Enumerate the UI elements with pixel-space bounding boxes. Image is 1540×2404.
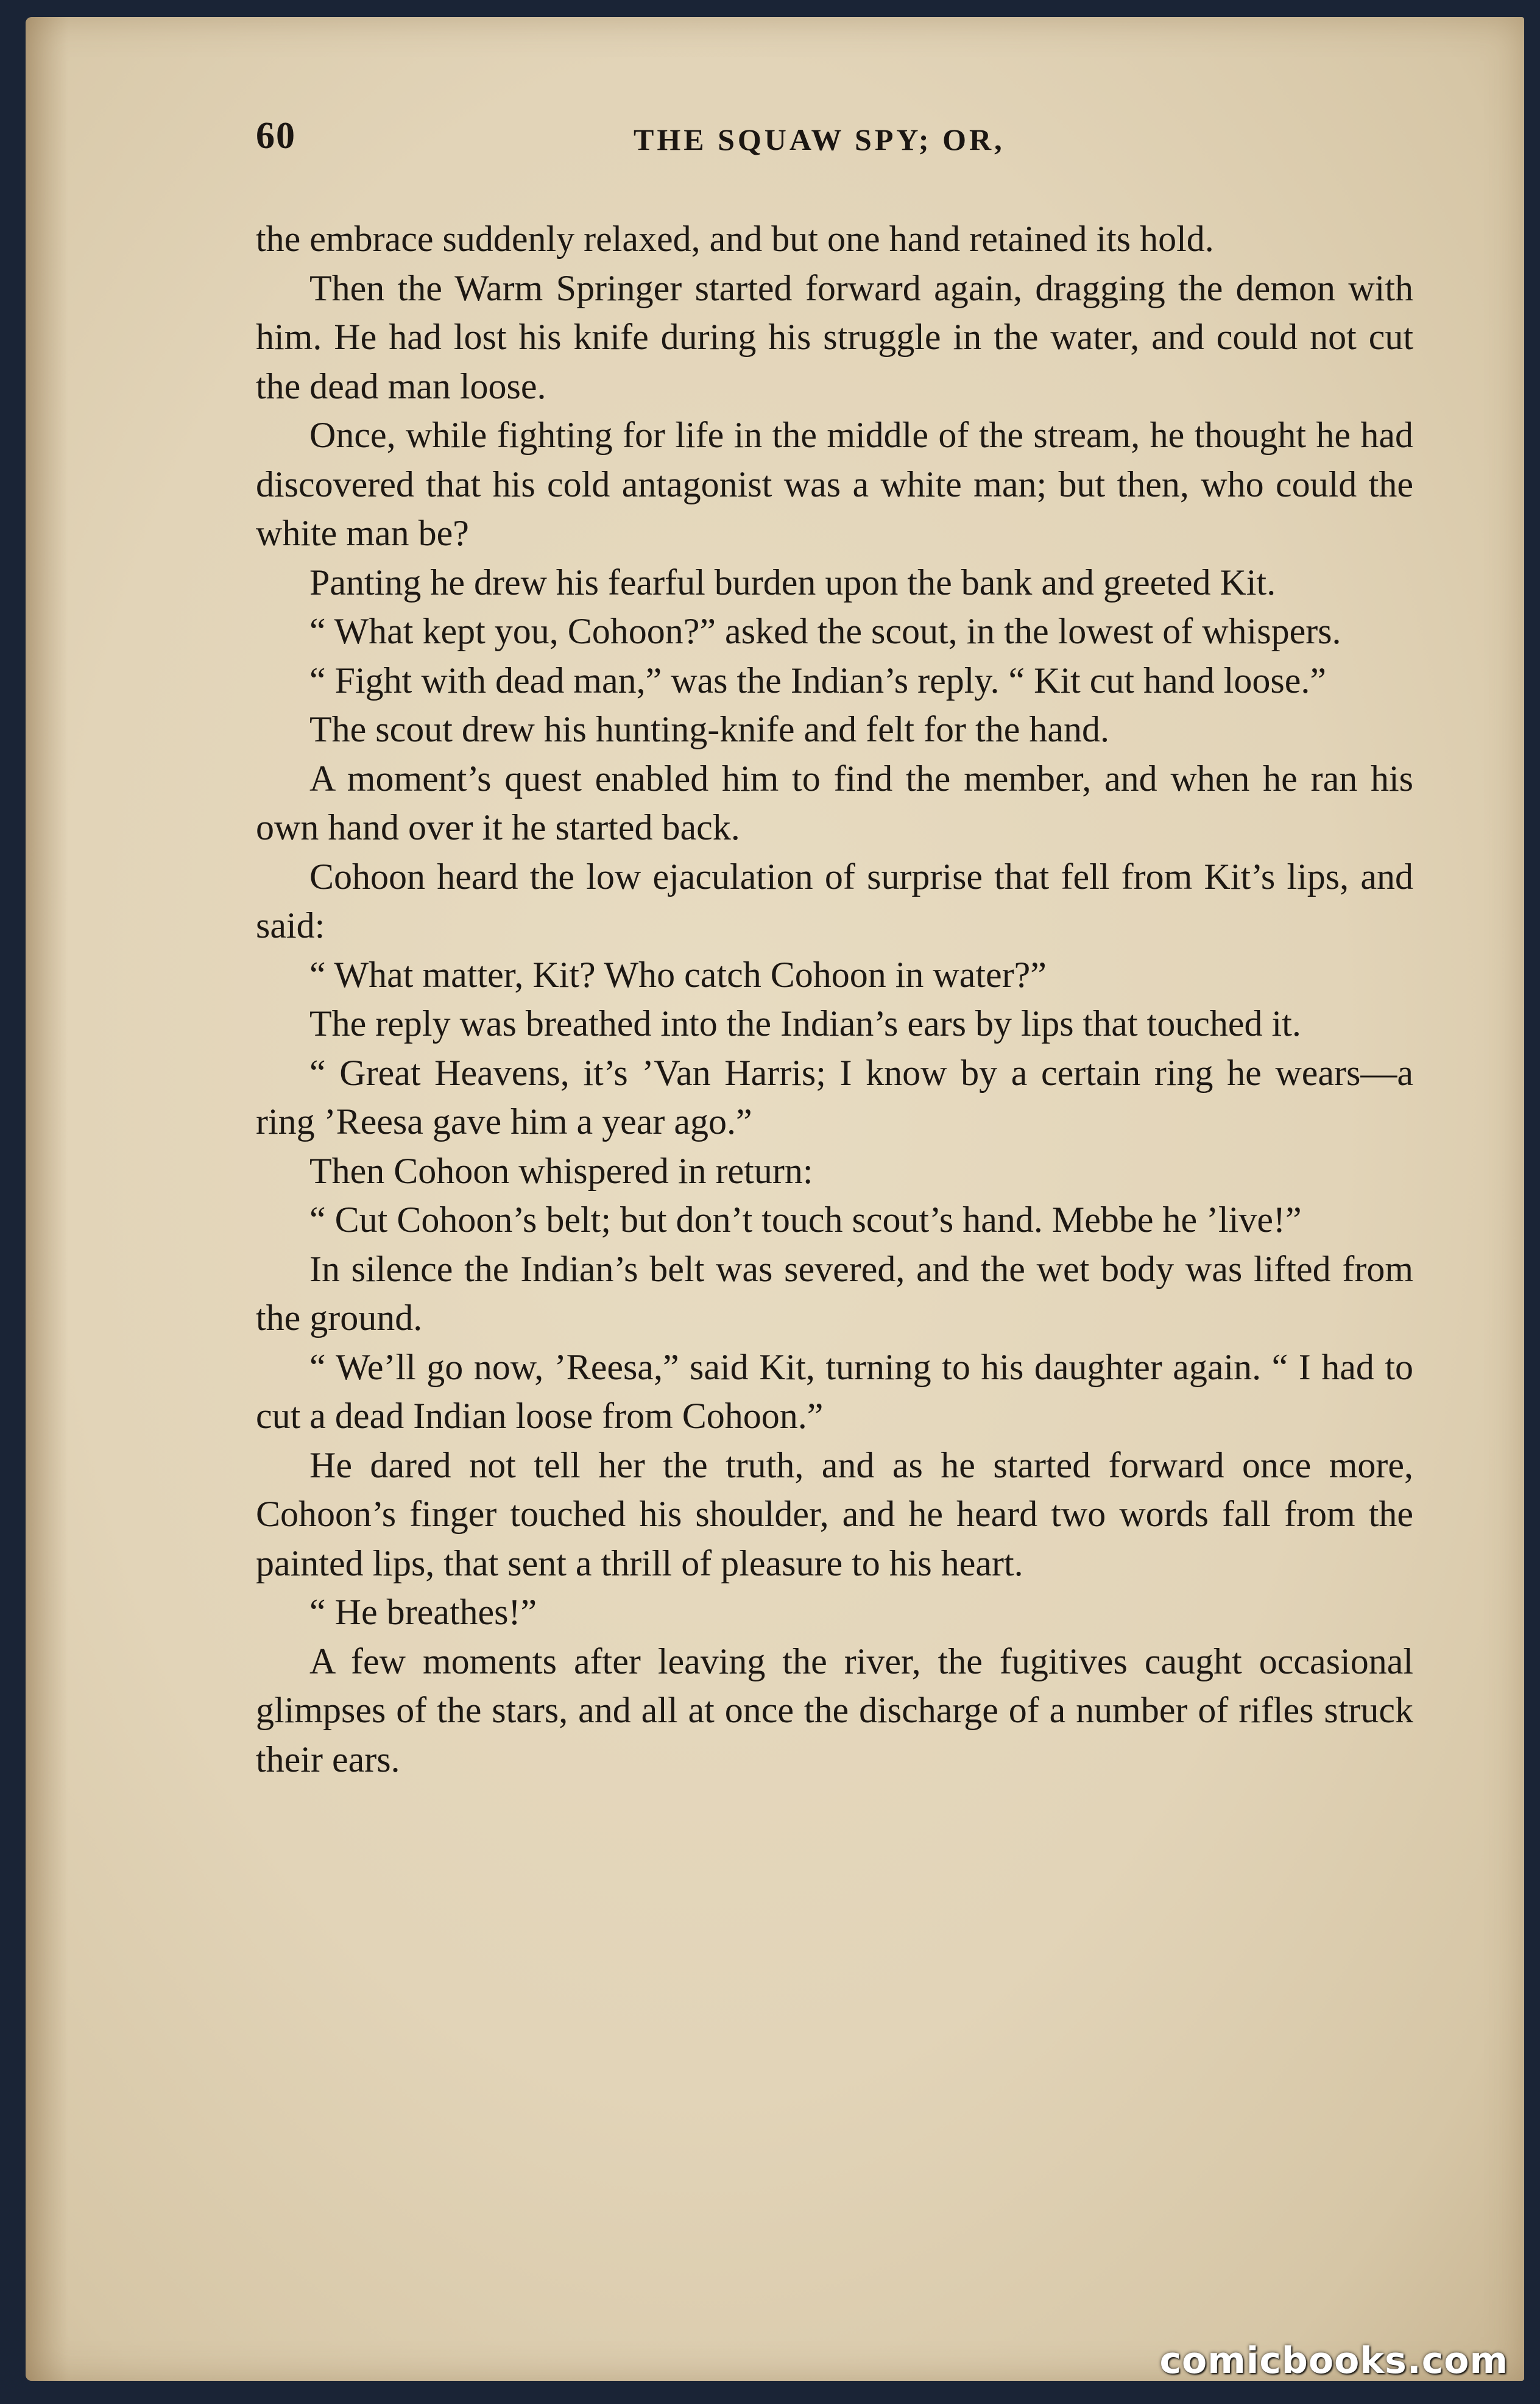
page-number: 60 [256, 115, 296, 157]
paragraph: “ What kept you, Cohoon?” asked the scout, in the lowest of whispers. [309, 611, 1341, 651]
paragraph: “ We’ll go now, ’Reesa,” said Kit, turning to his daughter again. “ I had to cut a dead Indian loose from Cohoon.” [256, 1346, 1413, 1436]
paragraph: The reply was breathed into the Indian’s ears by lips that touched it. [309, 1003, 1301, 1044]
page-header [256, 115, 1413, 169]
paragraph: Cohoon heard the low ejaculation of surprise that fell from Kit’s lips, and said: [256, 856, 1413, 946]
paragraph: the embrace suddenly relaxed, and but one hand retained its hold. [256, 219, 1214, 259]
paragraph: Then Cohoon whispered in return: [309, 1150, 813, 1191]
paragraph: “ Cut Cohoon’s belt; but don’t touch scout’s hand. Mebbe he ’live!” [309, 1200, 1302, 1240]
paragraph: In silence the Indian’s belt was severed, and the wet body was lifted from the ground. [256, 1248, 1413, 1338]
paragraph: Then the Warm Springer started forward again, dragging the demon with him. He had lost his knife during his struggle in the water, and could not cut the dead man loose. [256, 267, 1413, 406]
body-text [256, 214, 1413, 1784]
paragraph: “ Great Heavens, it’s ’Van Harris; I know by a certain ring he wears—a ring ’Reesa gave him a year ago.” [256, 1052, 1413, 1142]
watermark-text: comicbooks.com [1159, 2339, 1508, 2382]
running-head: THE SQUAW SPY; OR, [634, 122, 1005, 157]
paragraph: “ Fight with dead man,” was the Indian’s reply. “ Kit cut hand loose.” [309, 660, 1327, 701]
paragraph: He dared not tell her the truth, and as he started forward once more, Cohoon’s finger touched his shoulder, and he heard two words fall from the painted lips, that sent a thrill of pleasure to his heart. [256, 1444, 1413, 1583]
paragraph: A moment’s quest enabled him to find the member, and when he ran his own hand over it he started back. [256, 758, 1413, 847]
paragraph: A few moments after leaving the river, the fugitives caught occasional glimpses of the stars, and all at once the discharge of a number of rifles struck their ears. [256, 1641, 1413, 1780]
paragraph: Once, while fighting for life in the middle of the stream, he thought he had discovered that his cold antagonist was a white man; but then, who could the white man be? [256, 415, 1413, 553]
paragraph: The scout drew his hunting-knife and felt for the hand. [309, 709, 1109, 749]
paragraph: “ He breathes!” [309, 1592, 537, 1632]
paragraph: Panting he drew his fearful burden upon the bank and greeted Kit. [309, 562, 1276, 603]
paragraph: “ What matter, Kit? Who catch Cohoon in water?” [309, 954, 1047, 995]
page-binding-edge [26, 17, 68, 2381]
